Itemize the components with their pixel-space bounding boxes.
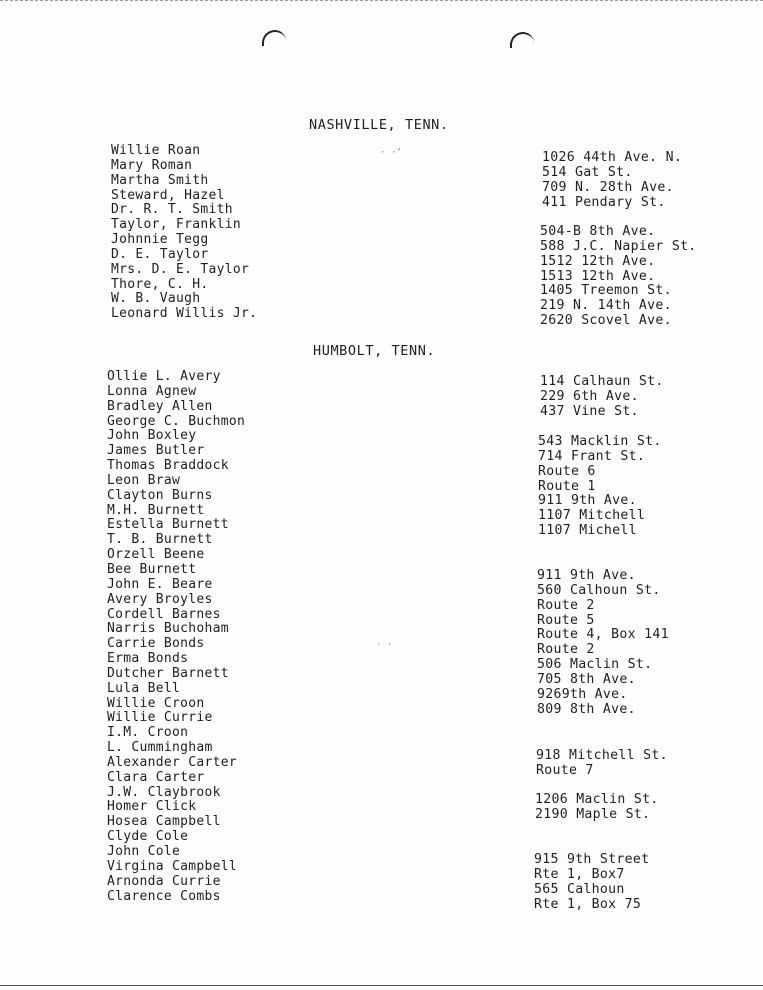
address-line: 543 Macklin St. [538, 434, 662, 449]
humbolt-address-group-3 [537, 569, 669, 717]
person-name: J.W. Claybrook [107, 784, 221, 800]
person-name: Erma Bonds [107, 651, 189, 667]
person-name: Willie Roan [111, 143, 201, 158]
person-name: W. B. Vaugh [111, 291, 201, 307]
humbolt-address-group-6 [534, 853, 649, 912]
person-name: John Cole [107, 844, 181, 859]
scan-speck: · · [376, 640, 393, 650]
person-name: Clayton Burns [107, 487, 213, 503]
person-name: Estella Burnett [107, 517, 229, 533]
address-line: Route 7 [536, 762, 594, 778]
person-name: Dr. R. T. Smith [111, 202, 233, 218]
address-line: 565 Calhoun [534, 881, 625, 897]
person-name: T. B. Burnett [107, 532, 213, 548]
person-name: Ollie L. Avery [107, 369, 221, 384]
address-line: 411 Pendary St. [542, 194, 666, 210]
address-line: 714 Frant St. [538, 448, 646, 464]
humbolt-address-group-2 [538, 435, 662, 539]
person-name: I.M. Croon [107, 725, 189, 741]
binder-punch-mark-left [262, 30, 286, 46]
address-line: 114 Calhaun St. [540, 374, 664, 389]
person-name: Hosea Campbell [107, 814, 221, 830]
person-name: Martha Smith [111, 172, 209, 188]
person-name: Clyde Cole [107, 829, 189, 845]
address-line: 911 9th Ave. [538, 493, 637, 509]
address-line: Route 2 [537, 642, 595, 658]
humbolt-names-list [107, 370, 245, 904]
address-line: 588 J.C. Napier St. [540, 238, 697, 254]
address-line: 1512 12th Ave. [540, 253, 656, 269]
page-bottom-rule [0, 985, 763, 986]
person-name: Taylor, Franklin [111, 217, 242, 233]
address-line: 229 6th Ave. [540, 388, 639, 404]
person-name: Arnonda Currie [107, 873, 221, 889]
section-heading-nashville: NASHVILLE, TENN. [309, 117, 449, 133]
address-line: 911 9th Ave. [537, 568, 636, 583]
person-name: Thore, C. H. [111, 276, 209, 292]
nashville-names-list [111, 144, 257, 322]
address-line: 809 8th Ave. [537, 701, 636, 717]
address-line: Route 5 [537, 612, 595, 628]
person-name: Mrs. D. E. Taylor [111, 261, 250, 277]
person-name: Clara Carter [107, 769, 205, 785]
person-name: James Butler [107, 443, 205, 459]
address-line: 514 Gat St. [542, 164, 633, 180]
person-name: Narris Buchoham [107, 621, 229, 637]
address-line: 705 8th Ave. [537, 671, 636, 687]
person-name: John E. Beare [107, 576, 213, 592]
person-name: Dutcher Barnett [107, 665, 229, 681]
address-line: 709 N. 28th Ave. [542, 179, 674, 195]
person-name: George C. Buchmon [107, 413, 246, 429]
address-line: 9269th Ave. [537, 686, 628, 702]
person-name: John Boxley [107, 428, 197, 444]
address-line: 2620 Scovel Ave. [540, 313, 672, 329]
person-name: Avery Broyles [107, 591, 213, 607]
person-name: Thomas Braddock [107, 458, 229, 474]
nashville-address-group-1 [542, 151, 682, 210]
person-name: Mary Roman [111, 157, 193, 173]
binder-punch-mark-right [510, 32, 534, 48]
address-line: 504-B 8th Ave. [540, 224, 656, 239]
humbolt-address-group-1 [540, 375, 664, 420]
person-name: Leonard Willis Jr. [111, 306, 258, 322]
address-line: 2190 Maple St. [535, 806, 651, 822]
person-name: Bee Burnett [107, 561, 197, 577]
humbolt-address-group-4 [536, 749, 668, 779]
person-name: Clarence Combs [107, 888, 221, 904]
address-line: Rte 1, Box7 [534, 866, 625, 882]
person-name: Steward, Hazel [111, 187, 225, 203]
person-name: Lula Bell [107, 680, 181, 696]
person-name: D. E. Taylor [111, 246, 209, 262]
scan-speck: · ·’ [380, 148, 402, 158]
address-line: 560 Calhoun St. [537, 582, 661, 598]
address-line: 1107 Michell [538, 523, 637, 539]
person-name: Cordell Barnes [107, 606, 221, 622]
person-name: Lonna Agnew [107, 383, 197, 399]
person-name: Leon Braw [107, 472, 181, 488]
address-line: 1206 Maclin St. [535, 792, 659, 807]
person-name: Homer Click [107, 799, 197, 815]
address-line: Route 2 [537, 597, 595, 613]
address-line: 1513 12th Ave. [540, 268, 656, 284]
address-line: Route 6 [538, 463, 596, 479]
page-top-edge [0, 0, 763, 4]
person-name: Alexander Carter [107, 754, 238, 770]
person-name: Orzell Beene [107, 547, 205, 563]
nashville-address-group-2 [540, 225, 697, 329]
address-line: 437 Vine St. [540, 403, 639, 419]
person-name: M.H. Burnett [107, 502, 205, 518]
address-line: 219 N. 14th Ave. [540, 298, 672, 314]
address-line: Rte 1, Box 75 [534, 896, 642, 912]
section-heading-humbolt: HUMBOLT, TENN. [313, 343, 436, 359]
person-name: Willie Currie [107, 710, 213, 726]
person-name: L. Cummingham [107, 740, 213, 756]
humbolt-address-group-5 [535, 793, 659, 823]
address-line: 918 Mitchell St. [536, 748, 668, 763]
person-name: Virgina Campbell [107, 858, 238, 874]
address-line: 1107 Mitchell [538, 508, 646, 524]
address-line: 915 9th Street [534, 852, 650, 867]
person-name: Johnnie Tegg [111, 232, 209, 248]
person-name: Willie Croon [107, 695, 205, 711]
person-name: Carrie Bonds [107, 636, 205, 652]
address-line: 1026 44th Ave. N. [542, 150, 683, 165]
address-line: 506 Maclin St. [537, 657, 653, 673]
address-line: 1405 Treemon St. [540, 283, 672, 299]
address-line: Route 4, Box 141 [537, 627, 669, 643]
person-name: Bradley Allen [107, 398, 213, 414]
address-line: Route 1 [538, 478, 596, 494]
